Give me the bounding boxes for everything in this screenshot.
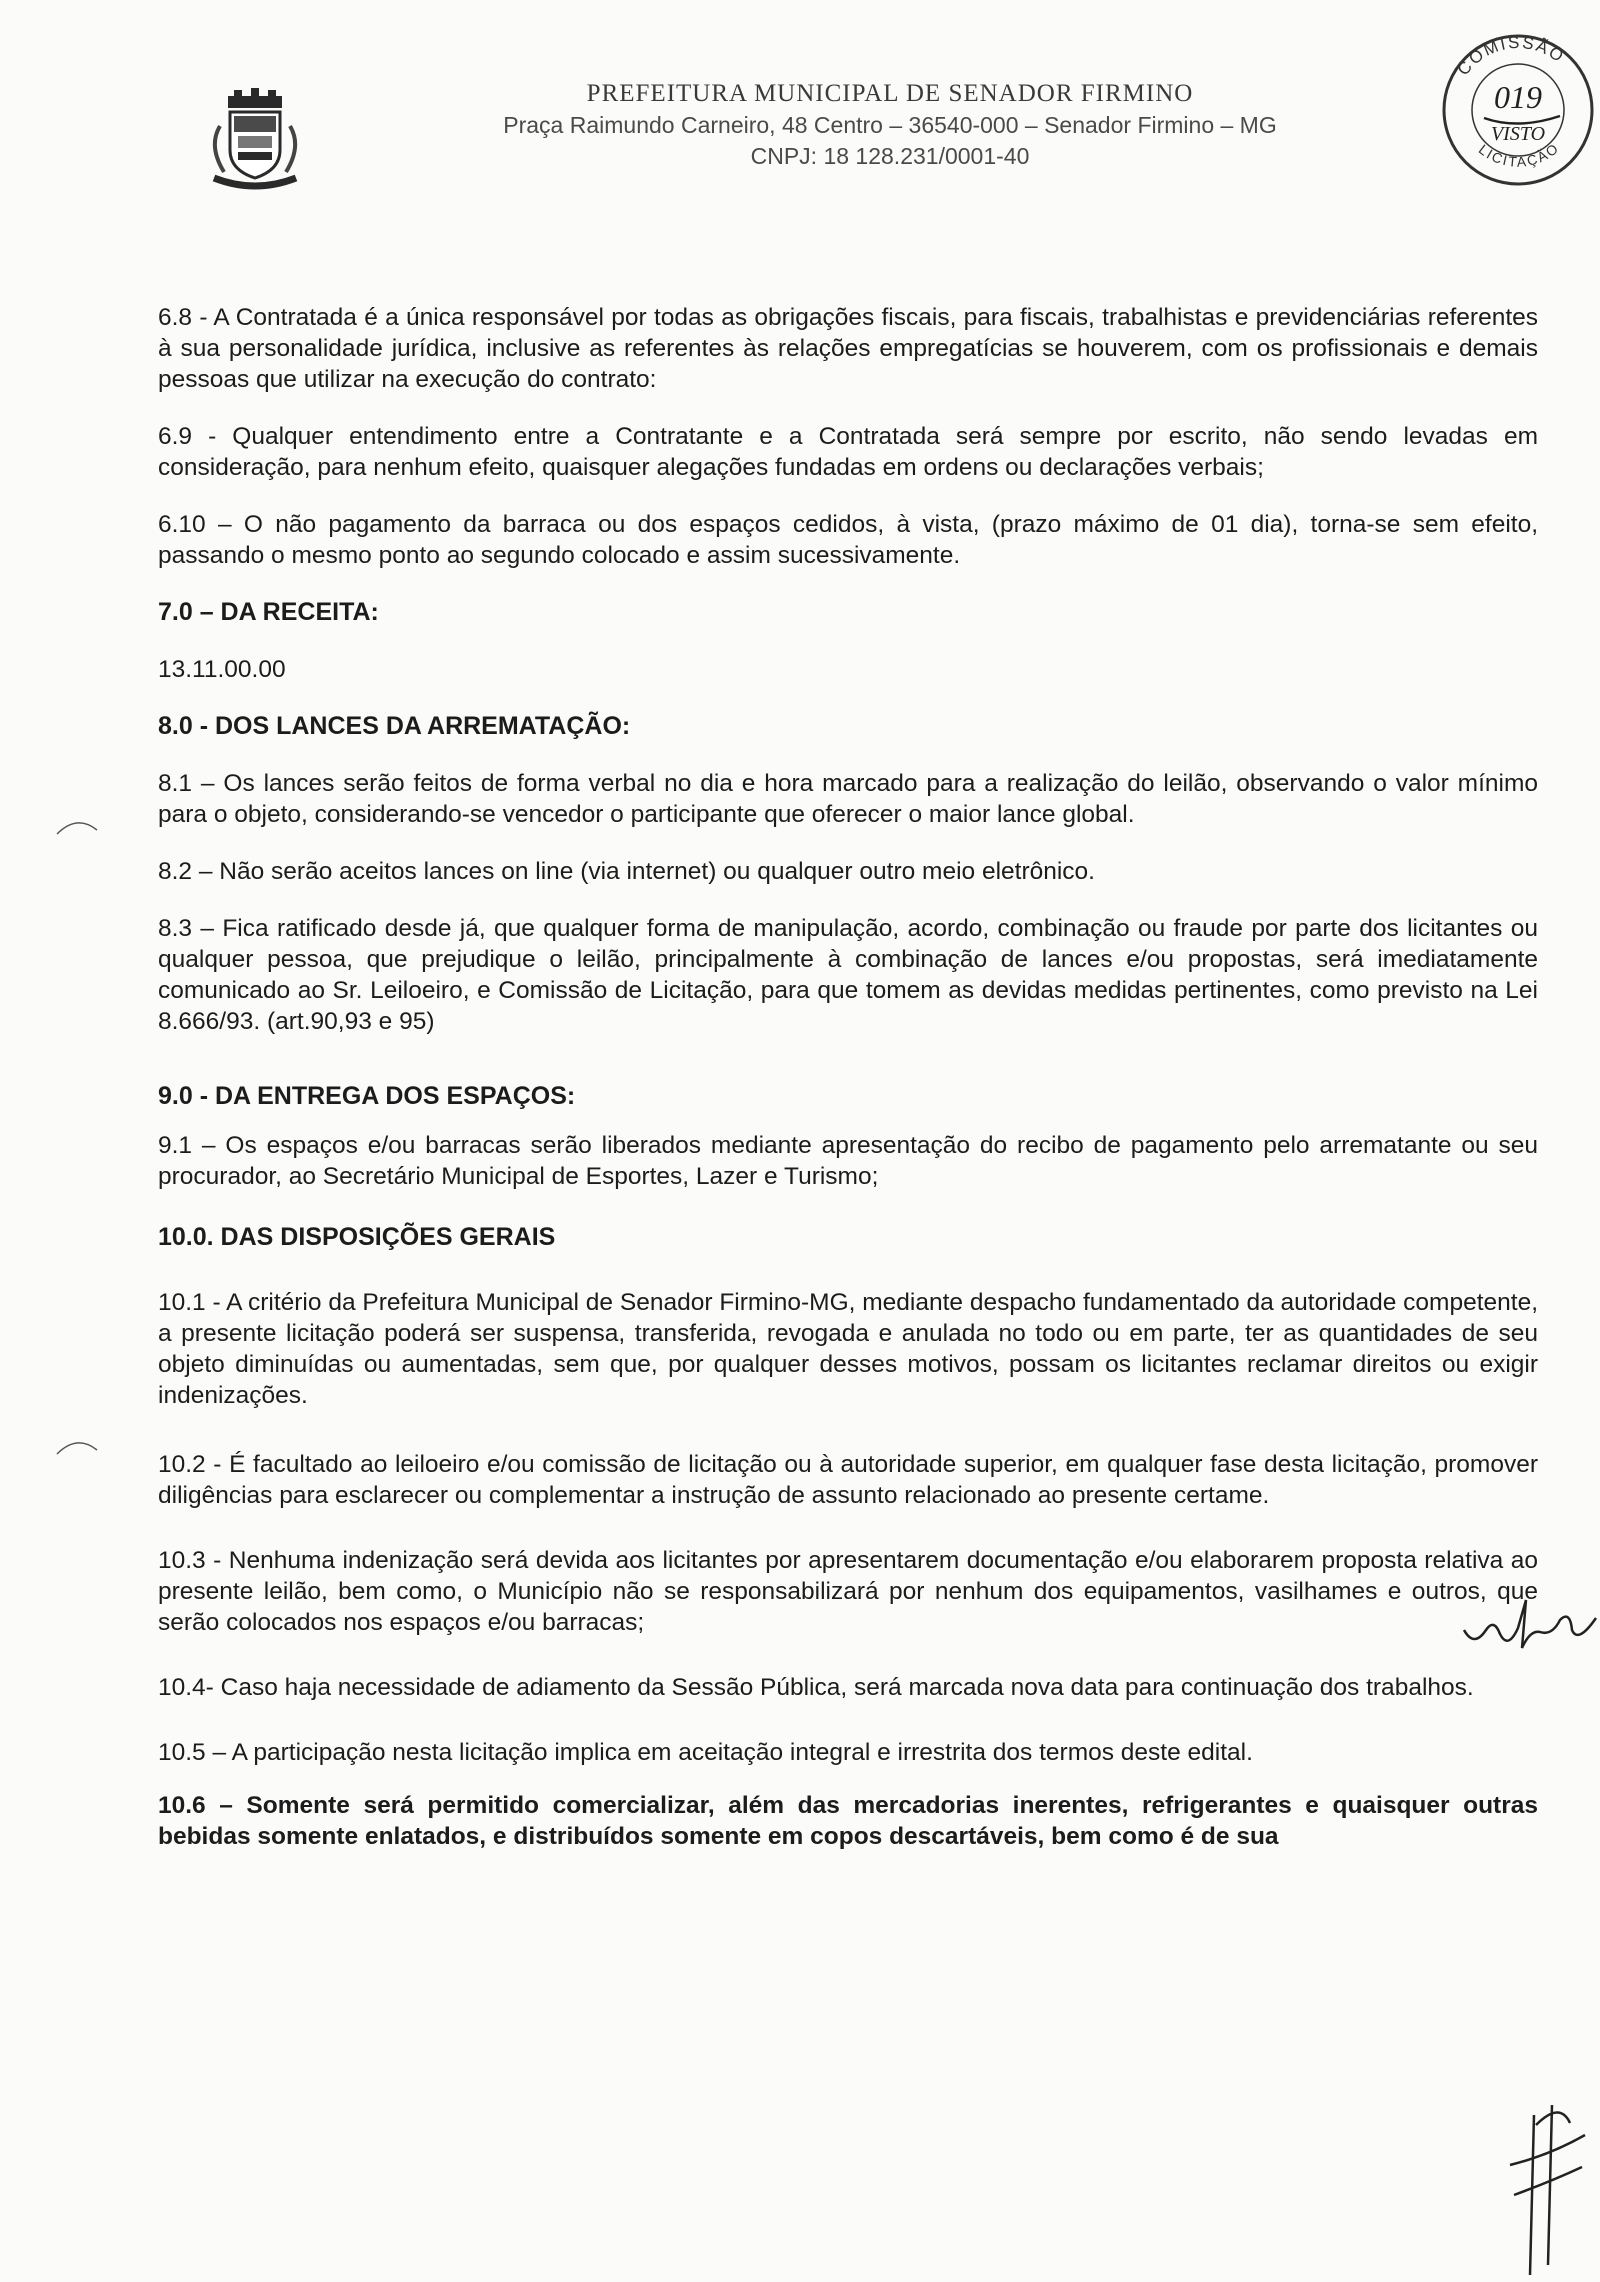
clause-8-1: 8.1 – Os lances serão feitos de forma verbal no dia e hora marcado para a realização do leilão, observando o valor mínimo para o objeto, considerando-se vencedor o participante que oferecer o maior lance global. <box>158 770 1538 828</box>
receita-code: 13.11.00.00 <box>158 656 286 683</box>
clause-6-10: 6.10 – O não pagamento da barraca ou dos espaços cedidos, à vista, (prazo máximo de 01 dia), torna-se sem efeito, passando o mesmo ponto ao segundo colocado e assim sucessivamente. <box>158 511 1538 569</box>
margin-mark <box>55 1430 100 1460</box>
clause-10-4: 10.4- Caso haja necessidade de adiamento da Sessão Pública, será marcada nova data para continuação dos trabalhos. <box>158 1674 1474 1701</box>
clause-6-8: 6.8 - A Contratada é a única responsável por todas as obrigações fiscais, para fiscais, trabalhistas e previdenciárias referentes à sua personalidade jurídica, inclusive as referentes às relações empregatícias se houverem, com os profissionais e demais pessoas que utilizar na execução do contrato: <box>158 304 1538 393</box>
municipal-coat-of-arms-icon <box>200 86 310 196</box>
margin-mark <box>55 810 100 840</box>
municipality-cnpj: CNPJ: 18 128.231/0001-40 <box>750 143 1030 169</box>
section-7-heading: 7.0 – DA RECEITA: <box>158 598 379 626</box>
clause-6-9: 6.9 - Qualquer entendimento entre a Contratante e a Contratada será sempre por escrito, não sendo levadas em consideração, para nenhum efeito, quaisquer alegações fundadas em ordens ou declarações verbais; <box>158 423 1538 481</box>
clause-8-2: 8.2 – Não serão aceitos lances on line (via internet) ou qualquer outro meio eletrônico. <box>158 858 1095 885</box>
handwritten-signature <box>1500 2095 1590 2282</box>
municipality-address: Praça Raimundo Carneiro, 48 Centro – 36540-000 – Senador Firmino – MG <box>503 112 1277 138</box>
svg-text:COMISSÃO <box>1454 33 1569 79</box>
municipality-name: PREFEITURA MUNICIPAL DE SENADOR FIRMINO <box>586 80 1194 107</box>
clause-10-3: 10.3 - Nenhuma indenização será devida aos licitantes por apresentarem documentação e/ou elaborarem proposta relativa ao presente leilão, bem como, o Município não se responsabilizará por nenhum dos equipamentos, vasilhames e outros, que serão colocados nos espaços e/ou barracas; <box>158 1547 1538 1636</box>
section-10-heading: 10.0. DAS DISPOSIÇÕES GERAIS <box>158 1223 556 1251</box>
stamp-top-text: COMISSÃO <box>1453 32 1569 80</box>
letterhead-text <box>440 78 1340 172</box>
section-8-heading: 8.0 - DOS LANCES DA ARREMATAÇÃO: <box>158 712 631 740</box>
handwritten-initials <box>1460 1590 1600 1660</box>
stamp-visto: VISTO <box>1490 123 1546 145</box>
clause-10-6: 10.6 – Somente será permitido comercializar, além das mercadorias inerentes, refrigerantes e quaisquer outras bebidas somente enlatados, e distribuídos somente em copos descartáveis, bem como é de sua <box>158 1792 1538 1850</box>
letterhead <box>200 78 1450 188</box>
document-body <box>158 302 1538 1878</box>
clause-8-3: 8.3 – Fica ratificado desde já, que qualquer forma de manipulação, acordo, combinação ou fraude por parte dos licitantes ou qualquer pessoa, que prejudique o leilão, principalmente à combinação de lances e/ou propostas, será imediatamente comunicado ao Sr. Leiloeiro, e Comissão de Licitação, para que tomem as devidas medidas pertinentes, como previsto na Lei 8.666/93. (art.90,93 e 95) <box>158 915 1538 1035</box>
stamp-page-number: 019 <box>1494 79 1542 115</box>
section-9-heading: 9.0 - DA ENTREGA DOS ESPAÇOS: <box>158 1082 576 1110</box>
clause-10-5: 10.5 – A participação nesta licitação implica em aceitação integral e irrestrita dos termos deste edital. <box>158 1739 1253 1766</box>
clause-10-2: 10.2 - É facultado ao leiloeiro e/ou comissão de licitação ou à autoridade superior, em qualquer fase desta licitação, promover diligências para esclarecer ou complementar a instrução de assunto relacionado ao presente certame. <box>158 1451 1538 1509</box>
stamp-bottom-text: LICITAÇÃO <box>1475 139 1563 170</box>
clause-10-1: 10.1 - A critério da Prefeitura Municipal de Senador Firmino-MG, mediante despacho fundamentado da autoridade competente, a presente licitação poderá ser suspensa, transferida, revogada e anulada no todo ou em parte, ter as quantidades de seu objeto diminuídas ou aumentadas, sem que, por qualquer desses motivos, possam os licitantes reclamar direitos ou exigir indenizações. <box>158 1289 1538 1409</box>
clause-9-1: 9.1 – Os espaços e/ou barracas serão liberados mediante apresentação do recibo de pagamento pelo arrematante ou seu procurador, ao Secretário Municipal de Esportes, Lazer e Turismo; <box>158 1132 1538 1190</box>
commission-stamp <box>1430 22 1600 197</box>
